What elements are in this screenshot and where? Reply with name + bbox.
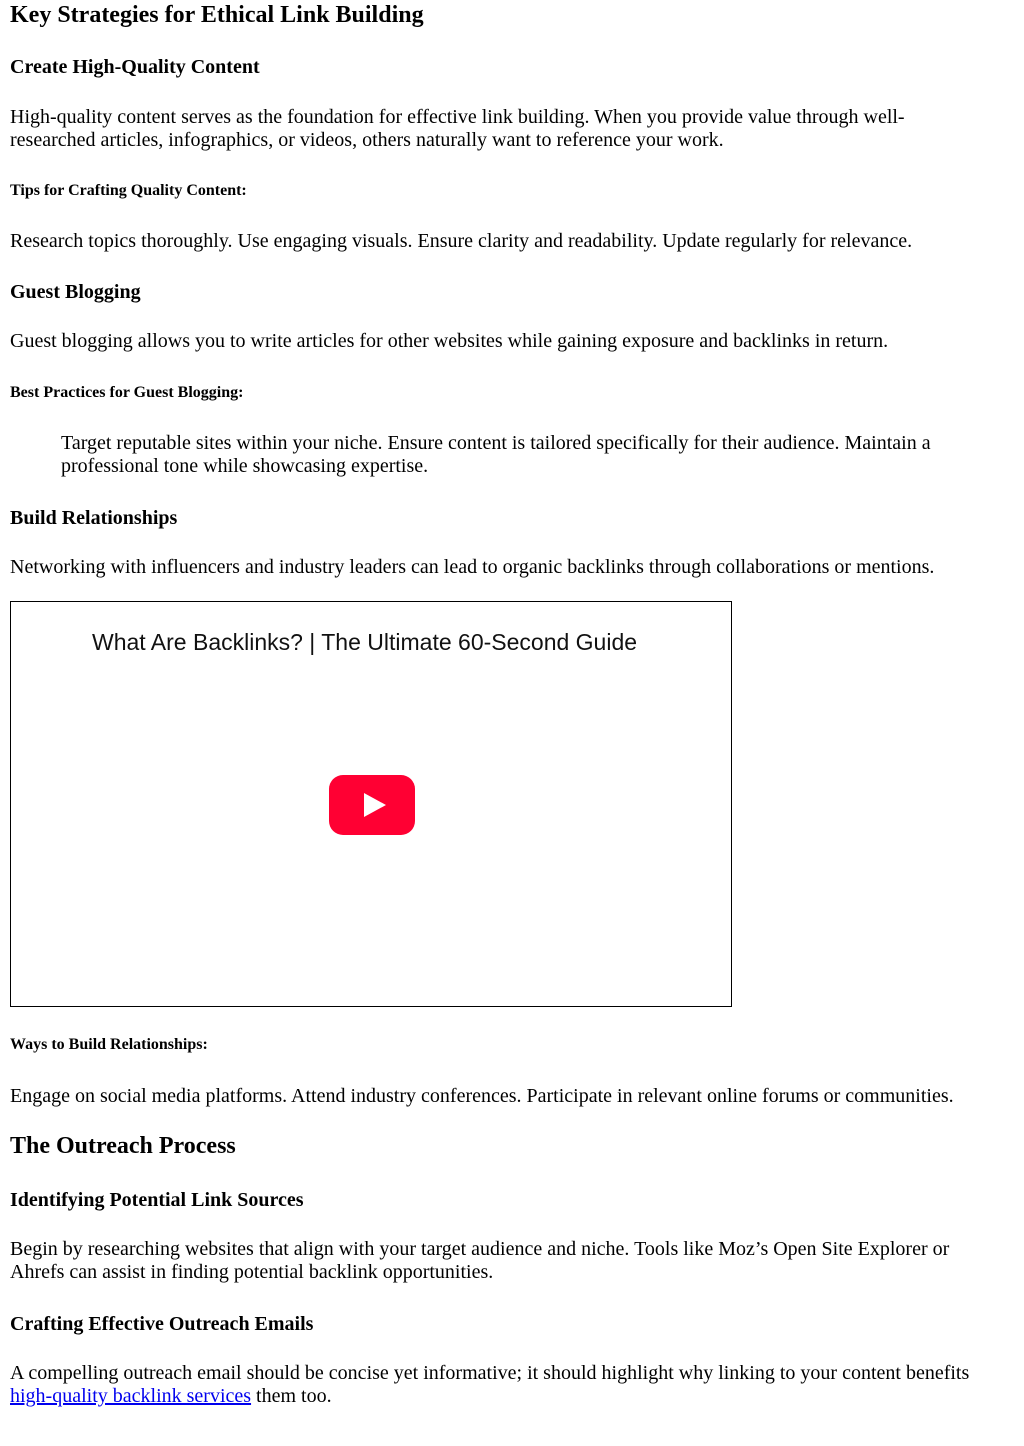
subheading-tips: Tips for Crafting Quality Content: (10, 182, 247, 199)
subheading-best-practices: Best Practices for Guest Blogging: (10, 384, 244, 401)
paragraph-guest: Guest blogging allows you to write articles for other websites while gaining exposure and backlinks in return. (10, 330, 889, 352)
paragraph-outreach-emails-tail: them too. (251, 1385, 332, 1407)
section-heading-outreach: The Outreach Process (10, 1133, 236, 1159)
paragraph-tips: Research topics thoroughly. Use engaging visuals. Ensure clarity and readability. Update regularly for relevance. (10, 230, 913, 252)
paragraph-quality: High-quality content serves as the foundation for effective link building. When you provide value through well-researched articles, infographics, or videos, others naturally want to reference your work. (10, 106, 905, 151)
backlink-services-link[interactable]: high-quality backlink services (10, 1385, 252, 1407)
play-button[interactable] (329, 775, 415, 835)
subheading-outreach-emails: Crafting Effective Outreach Emails (10, 1313, 314, 1335)
section-heading-guest: Guest Blogging (10, 281, 141, 303)
blockquote-best-practices: Target reputable sites within your niche. Ensure content is tailored specifically for their audience. Maintain a professional tone while showcasing expertise. (61, 432, 931, 477)
article-title: Key Strategies for Ethical Link Building (10, 2, 424, 28)
subheading-identifying-sources: Identifying Potential Link Sources (10, 1189, 304, 1211)
paragraph-outreach-emails (10, 1362, 1015, 1408)
section-heading-relationships: Build Relationships (10, 507, 178, 529)
paragraph-outreach-emails-text: A compelling outreach email should be concise yet informative; it should highlight why linking to your content benefits (10, 1362, 970, 1384)
play-icon (364, 793, 386, 817)
video-embed[interactable] (10, 601, 732, 1007)
paragraph-identifying-sources: Begin by researching websites that align with your target audience and niche. Tools like Moz’s Open Site Explorer or Ahrefs can assist in finding potential backlink opportunities. (10, 1238, 950, 1283)
subheading-ways: Ways to Build Relationships: (10, 1036, 208, 1053)
section-heading-quality: Create High-Quality Content (10, 56, 260, 78)
paragraph-ways: Engage on social media platforms. Attend industry conferences. Participate in relevant online forums or communities. (10, 1085, 954, 1107)
video-title[interactable]: What Are Backlinks? | The Ultimate 60-Second Guide (92, 629, 638, 655)
paragraph-relationships: Networking with influencers and industry leaders can lead to organic backlinks through collaborations or mentions. (10, 556, 935, 578)
